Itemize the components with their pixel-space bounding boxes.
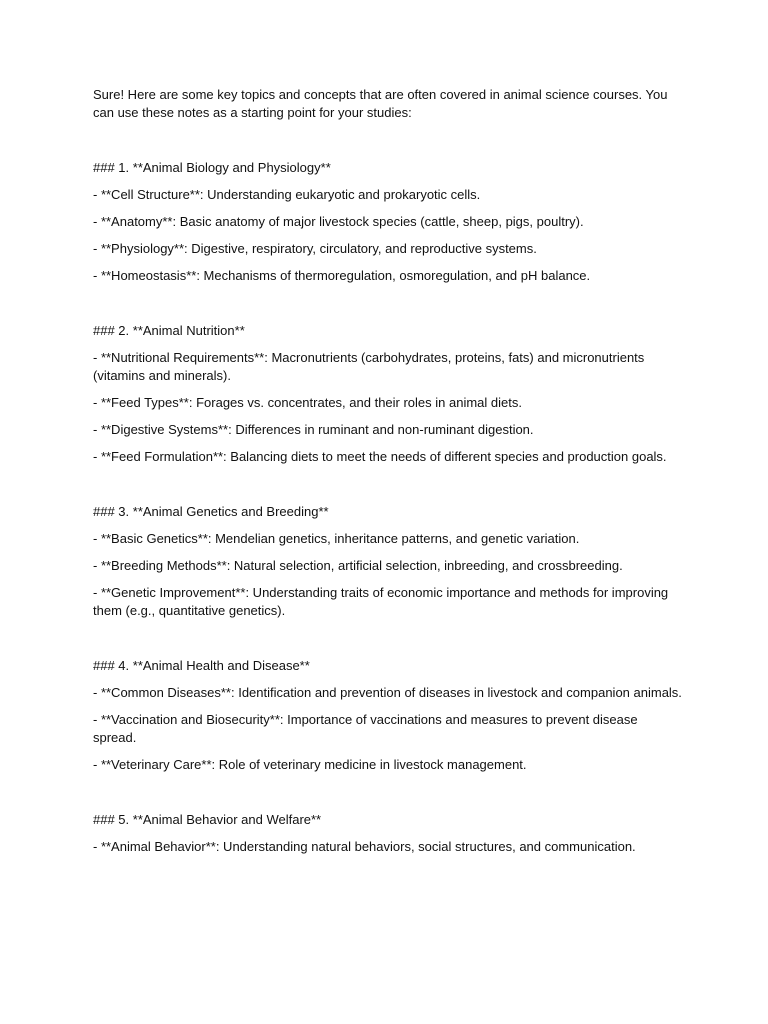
intro-paragraph: Sure! Here are some key topics and concepts that are often covered in animal science courses. You can use these notes as a starting point for your studies:	[93, 87, 668, 120]
section-animal-genetics	[93, 503, 683, 620]
list-item: - **Physiology**: Digestive, respiratory, circulatory, and reproductive systems.	[93, 241, 537, 256]
list-item: - **Vaccination and Biosecurity**: Importance of vaccinations and measures to prevent disease spread.	[93, 712, 638, 745]
section-animal-nutrition	[93, 322, 683, 466]
list-item: - **Homeostasis**: Mechanisms of thermoregulation, osmoregulation, and pH balance.	[93, 268, 591, 283]
list-item: - **Common Diseases**: Identification and prevention of diseases in livestock and companion animals.	[93, 685, 682, 700]
section-animal-biology	[93, 159, 683, 285]
list-item: - **Veterinary Care**: Role of veterinary medicine in livestock management.	[93, 757, 527, 772]
list-item: - **Genetic Improvement**: Understanding traits of economic importance and methods for improving them (e.g., quantitative genetics).	[93, 585, 669, 618]
list-item: - **Breeding Methods**: Natural selection, artificial selection, inbreeding, and crossbreeding.	[93, 558, 623, 573]
section-heading: ### 3. **Animal Genetics and Breeding**	[93, 504, 329, 519]
section-heading: ### 4. **Animal Health and Disease**	[93, 658, 310, 673]
list-item: - **Digestive Systems**: Differences in ruminant and non-ruminant digestion.	[93, 422, 534, 437]
section-heading: ### 5. **Animal Behavior and Welfare**	[93, 812, 322, 827]
section-heading: ### 2. **Animal Nutrition**	[93, 323, 245, 338]
list-item: - **Feed Types**: Forages vs. concentrates, and their roles in animal diets.	[93, 395, 522, 410]
document-body	[93, 86, 683, 856]
list-item: - **Basic Genetics**: Mendelian genetics, inheritance patterns, and genetic variation.	[93, 531, 580, 546]
section-animal-health	[93, 657, 683, 774]
list-item: - **Nutritional Requirements**: Macronutrients (carbohydrates, proteins, fats) and micronutrients (vitamins and minerals).	[93, 350, 645, 383]
section-heading: ### 1. **Animal Biology and Physiology**	[93, 160, 331, 175]
list-item: - **Feed Formulation**: Balancing diets to meet the needs of different species and production goals.	[93, 449, 667, 464]
section-animal-behavior	[93, 811, 683, 856]
list-item: - **Anatomy**: Basic anatomy of major livestock species (cattle, sheep, pigs, poultry).	[93, 214, 584, 229]
list-item: - **Animal Behavior**: Understanding natural behaviors, social structures, and communication.	[93, 839, 636, 854]
list-item: - **Cell Structure**: Understanding eukaryotic and prokaryotic cells.	[93, 187, 481, 202]
